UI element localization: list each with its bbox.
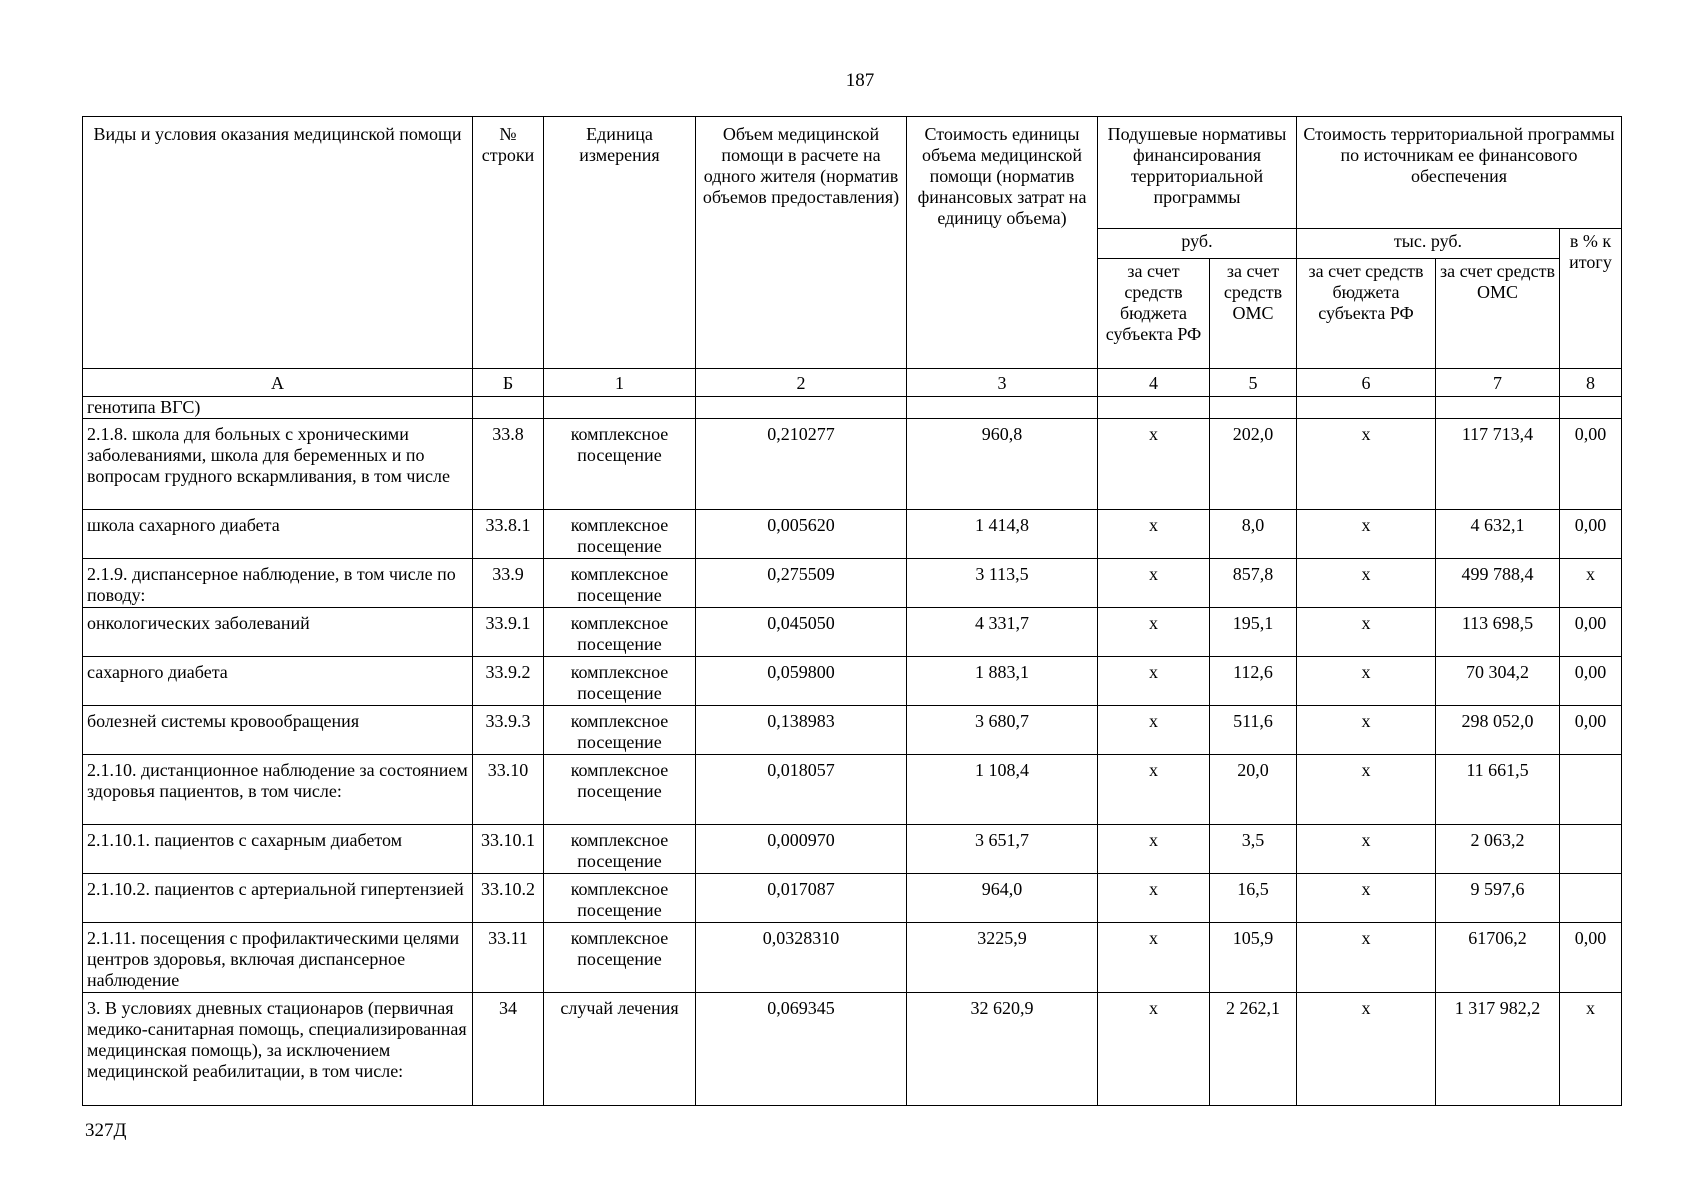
header-thous-oms: за счет средств ОМС — [1436, 259, 1560, 369]
row-volume: 0,005620 — [696, 510, 907, 559]
row-volume — [696, 397, 907, 419]
row-cost: 3 680,7 — [907, 706, 1098, 755]
column-number: 8 — [1560, 369, 1622, 397]
row-name: 2.1.10.2. пациентов с артериальной гипертензией — [83, 874, 473, 923]
row-thous-budget — [1297, 397, 1436, 419]
row-cost — [907, 397, 1098, 419]
row-percent: 0,00 — [1560, 923, 1622, 993]
row-volume: 0,018057 — [696, 755, 907, 825]
row-number: 33.10.1 — [473, 825, 544, 874]
row-unit: комплексное посещение — [544, 923, 696, 993]
header-unit: Единица измерения — [544, 117, 696, 369]
row-volume: 0,138983 — [696, 706, 907, 755]
row-cost: 4 331,7 — [907, 608, 1098, 657]
column-number: 6 — [1297, 369, 1436, 397]
header-row-number: № строки — [473, 117, 544, 369]
row-name: 2.1.11. посещения с профилактическими целями центров здоровья, включая диспансерное наблюдение — [83, 923, 473, 993]
column-number: 5 — [1210, 369, 1297, 397]
row-rub-oms: 8,0 — [1210, 510, 1297, 559]
row-rub-oms: 202,0 — [1210, 419, 1297, 510]
header-unit-cost: Стоимость единицы объема медицинской помощи (норматив финансовых затрат на единицу объема) — [907, 117, 1098, 369]
row-rub-budget — [1098, 397, 1210, 419]
row-unit: комплексное посещение — [544, 608, 696, 657]
header-program-cost: Стоимость территориальной программы по источникам ее финансового обеспечения — [1297, 117, 1622, 229]
column-number: Б — [473, 369, 544, 397]
row-rub-budget: х — [1098, 874, 1210, 923]
row-thous-budget: х — [1297, 608, 1436, 657]
row-unit: комплексное посещение — [544, 874, 696, 923]
row-thous-budget: х — [1297, 825, 1436, 874]
row-rub-budget: х — [1098, 993, 1210, 1106]
document-code: 327Д — [85, 1120, 127, 1141]
header-rub-oms: за счет средств ОМС — [1210, 259, 1297, 369]
row-percent — [1560, 755, 1622, 825]
row-number — [473, 397, 544, 419]
row-rub-oms: 3,5 — [1210, 825, 1297, 874]
table-row — [83, 923, 1622, 993]
row-rub-oms: 20,0 — [1210, 755, 1297, 825]
row-rub-oms: 511,6 — [1210, 706, 1297, 755]
row-thous-oms: 298 052,0 — [1436, 706, 1560, 755]
header-percent-total: в % к итогу — [1560, 229, 1622, 369]
row-name: 2.1.10.1. пациентов с сахарным диабетом — [83, 825, 473, 874]
row-thous-budget: х — [1297, 993, 1436, 1106]
row-rub-oms: 16,5 — [1210, 874, 1297, 923]
row-name: 2.1.9. диспансерное наблюдение, в том числе по поводу: — [83, 559, 473, 608]
row-name: болезней системы кровообращения — [83, 706, 473, 755]
row-name: школа сахарного диабета — [83, 510, 473, 559]
row-thous-budget: х — [1297, 510, 1436, 559]
column-number: 1 — [544, 369, 696, 397]
table-row — [83, 397, 1622, 419]
header-care-type: Виды и условия оказания медицинской помощи — [83, 117, 473, 369]
row-thous-oms: 9 597,6 — [1436, 874, 1560, 923]
row-rub-budget: х — [1098, 923, 1210, 993]
row-volume: 0,045050 — [696, 608, 907, 657]
row-unit: комплексное посещение — [544, 510, 696, 559]
row-thous-oms: 61706,2 — [1436, 923, 1560, 993]
header-unit-rub: руб. — [1098, 229, 1297, 259]
row-cost: 960,8 — [907, 419, 1098, 510]
row-unit: комплексное посещение — [544, 825, 696, 874]
row-thous-budget: х — [1297, 419, 1436, 510]
row-percent: х — [1560, 993, 1622, 1106]
row-percent: 0,00 — [1560, 657, 1622, 706]
row-percent — [1560, 825, 1622, 874]
row-name: 2.1.10. дистанционное наблюдение за состоянием здоровья пациентов, в том числе: — [83, 755, 473, 825]
row-number: 33.9.2 — [473, 657, 544, 706]
row-unit — [544, 397, 696, 419]
row-number: 33.9.3 — [473, 706, 544, 755]
row-cost: 3 113,5 — [907, 559, 1098, 608]
column-number: А — [83, 369, 473, 397]
row-volume: 0,017087 — [696, 874, 907, 923]
row-number: 33.8.1 — [473, 510, 544, 559]
row-rub-budget: х — [1098, 608, 1210, 657]
row-thous-oms — [1436, 397, 1560, 419]
row-rub-budget: х — [1098, 706, 1210, 755]
row-number: 33.9 — [473, 559, 544, 608]
table-row — [83, 706, 1622, 755]
row-thous-budget: х — [1297, 874, 1436, 923]
row-rub-budget: х — [1098, 825, 1210, 874]
row-thous-budget: х — [1297, 706, 1436, 755]
row-volume: 0,275509 — [696, 559, 907, 608]
header-thous-budget: за счет средств бюджета субъекта РФ — [1297, 259, 1436, 369]
row-thous-budget: х — [1297, 559, 1436, 608]
row-percent — [1560, 874, 1622, 923]
row-thous-oms: 2 063,2 — [1436, 825, 1560, 874]
table-row — [83, 825, 1622, 874]
table-row — [83, 510, 1622, 559]
row-name: генотипа ВГС) — [83, 397, 473, 419]
row-volume: 0,000970 — [696, 825, 907, 874]
row-rub-budget: х — [1098, 510, 1210, 559]
row-unit: комплексное посещение — [544, 559, 696, 608]
header-per-capita-norms: Подушевые нормативы финансирования территориальной программы — [1098, 117, 1297, 229]
header-unit-thous-rub: тыс. руб. — [1297, 229, 1560, 259]
row-number: 33.9.1 — [473, 608, 544, 657]
row-number: 33.8 — [473, 419, 544, 510]
header-volume: Объем медицинской помощи в расчете на одного жителя (норматив объемов предоставления) — [696, 117, 907, 369]
row-thous-oms: 70 304,2 — [1436, 657, 1560, 706]
row-cost: 1 414,8 — [907, 510, 1098, 559]
column-number: 7 — [1436, 369, 1560, 397]
column-number: 4 — [1098, 369, 1210, 397]
row-rub-budget: х — [1098, 419, 1210, 510]
row-thous-oms: 11 661,5 — [1436, 755, 1560, 825]
medical-care-table — [82, 116, 1622, 1106]
page-number: 187 — [845, 70, 875, 91]
column-number: 3 — [907, 369, 1098, 397]
row-name: сахарного диабета — [83, 657, 473, 706]
row-thous-oms: 499 788,4 — [1436, 559, 1560, 608]
row-unit: комплексное посещение — [544, 706, 696, 755]
row-volume: 0,069345 — [696, 993, 907, 1106]
column-number: 2 — [696, 369, 907, 397]
row-percent — [1560, 397, 1622, 419]
row-rub-oms: 105,9 — [1210, 923, 1297, 993]
row-number: 33.11 — [473, 923, 544, 993]
row-percent: 0,00 — [1560, 419, 1622, 510]
row-cost: 1 883,1 — [907, 657, 1098, 706]
row-cost: 3225,9 — [907, 923, 1098, 993]
table-row — [83, 993, 1622, 1106]
row-thous-budget: х — [1297, 657, 1436, 706]
header-rub-budget: за счет средств бюджета субъекта РФ — [1098, 259, 1210, 369]
row-unit: комплексное посещение — [544, 419, 696, 510]
row-unit: случай лечения — [544, 993, 696, 1106]
row-thous-oms: 1 317 982,2 — [1436, 993, 1560, 1106]
table-row — [83, 419, 1622, 510]
row-number: 34 — [473, 993, 544, 1106]
row-rub-oms: 2 262,1 — [1210, 993, 1297, 1106]
row-rub-budget: х — [1098, 755, 1210, 825]
row-volume: 0,059800 — [696, 657, 907, 706]
row-name: 3. В условиях дневных стационаров (первичная медико-санитарная помощь, специализированная медицинская помощь), за исключением медицинской реабилитации, в том числе: — [83, 993, 473, 1106]
row-rub-oms — [1210, 397, 1297, 419]
table-row — [83, 608, 1622, 657]
table-row — [83, 755, 1622, 825]
row-percent: 0,00 — [1560, 510, 1622, 559]
row-unit: комплексное посещение — [544, 657, 696, 706]
row-thous-oms: 4 632,1 — [1436, 510, 1560, 559]
table-row — [83, 559, 1622, 608]
row-cost: 32 620,9 — [907, 993, 1098, 1106]
row-percent: 0,00 — [1560, 608, 1622, 657]
row-number: 33.10 — [473, 755, 544, 825]
row-thous-oms: 113 698,5 — [1436, 608, 1560, 657]
row-rub-budget: х — [1098, 657, 1210, 706]
row-unit: комплексное посещение — [544, 755, 696, 825]
row-thous-budget: х — [1297, 755, 1436, 825]
row-name: онкологических заболеваний — [83, 608, 473, 657]
table-row — [83, 874, 1622, 923]
row-cost: 3 651,7 — [907, 825, 1098, 874]
row-percent: 0,00 — [1560, 706, 1622, 755]
row-rub-budget: х — [1098, 559, 1210, 608]
row-volume: 0,0328310 — [696, 923, 907, 993]
row-rub-oms: 112,6 — [1210, 657, 1297, 706]
row-rub-oms: 195,1 — [1210, 608, 1297, 657]
row-thous-budget: х — [1297, 923, 1436, 993]
row-thous-oms: 117 713,4 — [1436, 419, 1560, 510]
row-volume: 0,210277 — [696, 419, 907, 510]
row-name: 2.1.8. школа для больных с хроническими заболеваниями, школа для беременных и по вопросам грудного вскармливания, в том числе — [83, 419, 473, 510]
row-cost: 1 108,4 — [907, 755, 1098, 825]
row-number: 33.10.2 — [473, 874, 544, 923]
row-rub-oms: 857,8 — [1210, 559, 1297, 608]
row-cost: 964,0 — [907, 874, 1098, 923]
row-percent: х — [1560, 559, 1622, 608]
table-row — [83, 657, 1622, 706]
